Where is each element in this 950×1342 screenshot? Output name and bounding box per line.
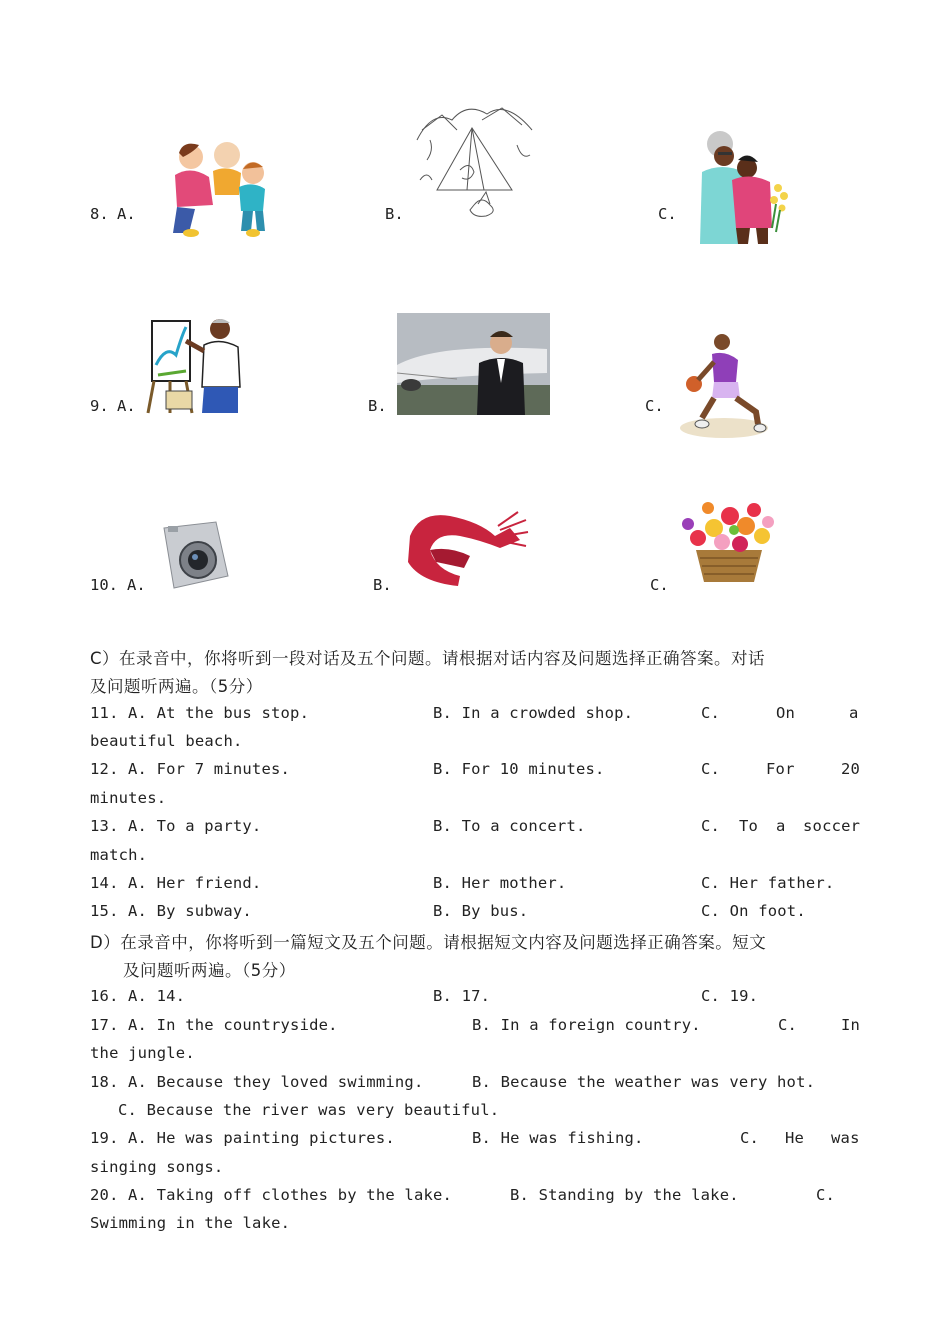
q8-option-b-label: B.	[385, 205, 404, 223]
q17-option-c-word1: In	[841, 1016, 861, 1034]
q12-option-c-continuation: minutes.	[90, 789, 167, 807]
q18-option-b: B. Because the weather was very hot.	[472, 1073, 816, 1091]
q12-option-c-label: C.	[701, 760, 721, 778]
q14-option-a: A. Her friend.	[128, 874, 262, 892]
q12-option-c-word1: For	[766, 760, 795, 778]
q9-option-c-label: C.	[645, 397, 664, 415]
q20-option-b: B. Standing by the lake.	[510, 1186, 739, 1204]
q15-option-c: C. On foot.	[701, 902, 806, 920]
q19-option-c-word1: He	[785, 1129, 805, 1147]
q13-option-a: A. To a party.	[128, 817, 262, 835]
q14-number: 14.	[90, 874, 119, 892]
q8-option-c-label: C.	[658, 205, 677, 223]
q9-number: 9.	[90, 397, 109, 415]
q11-number: 11.	[90, 704, 119, 722]
q17-number: 17.	[90, 1016, 119, 1034]
q11-option-b: B. In a crowded shop.	[433, 704, 634, 722]
section-c-instruction-line2: 及问题听两遍。（5分）	[90, 677, 263, 696]
q11-option-c-word2: a	[849, 704, 859, 722]
q14-option-b: B. Her mother.	[433, 874, 567, 892]
q12-option-a: A. For 7 minutes.	[128, 760, 291, 778]
q20-option-c-label: C.	[816, 1186, 836, 1204]
q15-option-b: B. By bus.	[433, 902, 529, 920]
tent-campfire-picture	[412, 100, 537, 222]
q13-option-c-continuation: match.	[90, 846, 148, 864]
q16-option-a: A. 14.	[128, 987, 186, 1005]
q17-option-c-continuation: the jungle.	[90, 1044, 195, 1062]
q10-option-a-label: A.	[127, 576, 146, 594]
basketball-player-picture	[678, 332, 773, 440]
q16-option-b: B. 17.	[433, 987, 491, 1005]
q13-option-c-label: C.	[701, 817, 721, 835]
q11-option-c-continuation: beautiful beach.	[90, 732, 243, 750]
q15-option-a: A. By subway.	[128, 902, 252, 920]
painter-easel-picture	[146, 315, 246, 415]
q11-option-c-label: C.	[701, 704, 721, 722]
section-d-instruction-line2: 及问题听两遍。（5分）	[123, 961, 296, 980]
q16-number: 16.	[90, 987, 119, 1005]
q18-option-a: A. Because they loved swimming.	[128, 1073, 424, 1091]
section-c-instruction-line1: C）在录音中，你将听到一段对话及五个问题。请根据对话内容及问题选择正确答案。对话	[90, 649, 766, 668]
q19-option-c-label: C.	[740, 1129, 760, 1147]
q19-option-b: B. He was fishing.	[472, 1129, 644, 1147]
grandmother-hug-flowers-picture	[692, 128, 797, 246]
section-d-instruction-line1: D）在录音中，你将听到一篇短文及五个问题。请根据短文内容及问题选择正确答案。短文	[90, 933, 767, 952]
q20-option-a: A. Taking off clothes by the lake.	[128, 1186, 453, 1204]
q17-option-c-label: C.	[778, 1016, 798, 1034]
q16-option-c: C. 19.	[701, 987, 759, 1005]
q8-option-a-label: A.	[117, 205, 136, 223]
q10-option-c-label: C.	[650, 576, 669, 594]
q19-option-c-continuation: singing songs.	[90, 1158, 224, 1176]
q15-number: 15.	[90, 902, 119, 920]
q14-option-c: C. Her father.	[701, 874, 835, 892]
q10-number: 10.	[90, 576, 118, 594]
q17-option-b: B. In a foreign country.	[472, 1016, 701, 1034]
q9-option-b-label: B.	[368, 397, 387, 415]
q13-option-c-word3: soccer	[803, 817, 861, 835]
flower-basket-photo	[678, 498, 780, 584]
red-scarf-photo	[400, 506, 528, 588]
q12-number: 12.	[90, 760, 119, 778]
q12-option-c-word2: 20	[841, 760, 861, 778]
q12-option-b: B. For 10 minutes.	[433, 760, 605, 778]
q11-option-c-word1: On	[776, 704, 796, 722]
q19-option-c-word2: was	[831, 1129, 860, 1147]
pilot-airplane-photo	[397, 313, 550, 415]
q13-option-c-word1: To	[739, 817, 759, 835]
q17-option-a: A. In the countryside.	[128, 1016, 338, 1034]
q13-option-b: B. To a concert.	[433, 817, 586, 835]
q10-option-b-label: B.	[373, 576, 392, 594]
q20-number: 20.	[90, 1186, 119, 1204]
q18-option-c: C. Because the river was very beautiful.	[118, 1101, 500, 1119]
q19-number: 19.	[90, 1129, 119, 1147]
q20-option-c-continuation: Swimming in the lake.	[90, 1214, 291, 1232]
q9-option-a-label: A.	[117, 397, 136, 415]
digital-camera-photo	[158, 518, 230, 594]
q13-number: 13.	[90, 817, 119, 835]
q18-number: 18.	[90, 1073, 119, 1091]
q8-number: 8.	[90, 205, 109, 223]
children-hugging-picture	[143, 135, 273, 240]
q13-option-c-word2: a	[776, 817, 786, 835]
q11-option-a: A. At the bus stop.	[128, 704, 310, 722]
q19-option-a: A. He was painting pictures.	[128, 1129, 395, 1147]
